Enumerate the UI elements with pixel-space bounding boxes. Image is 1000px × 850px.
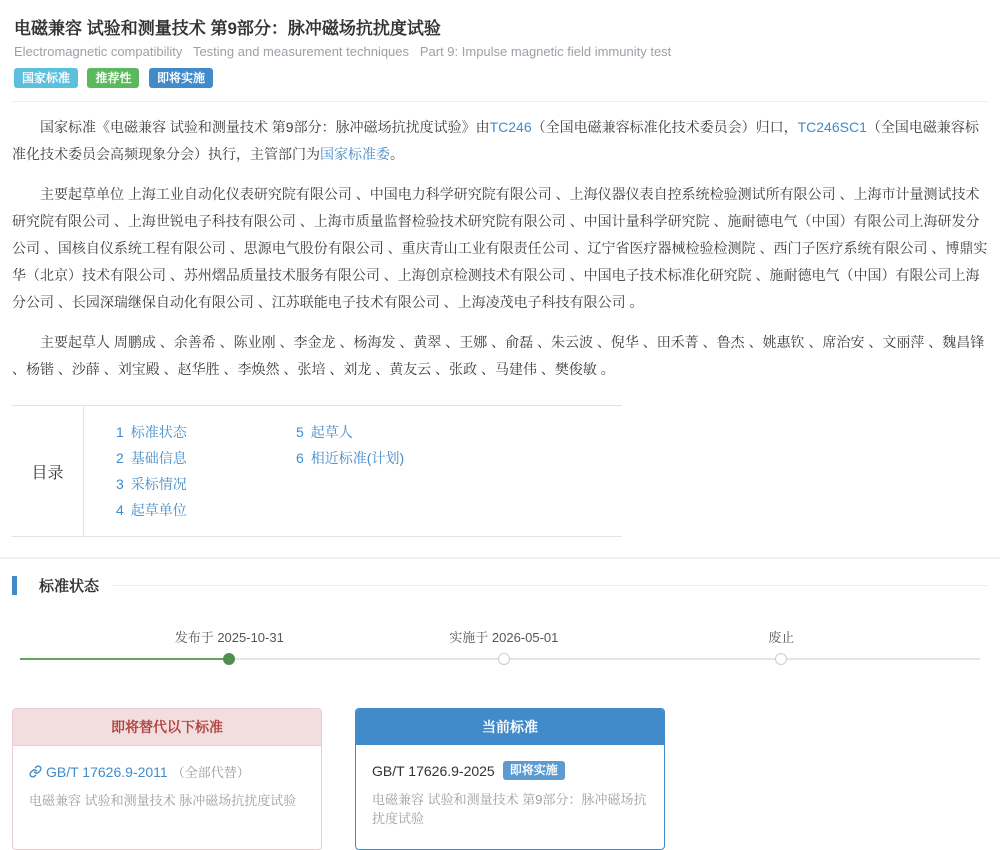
tc246sc1-link[interactable]: TC246SC1 [797, 119, 867, 135]
governance-paragraph [12, 114, 988, 168]
replaced-standard-code: GB/T 17626.9-2011 [46, 763, 168, 780]
tag-recommended: 推荐性 [87, 68, 139, 88]
drafters-paragraph [12, 329, 988, 383]
timeline-dot-implemented [498, 653, 510, 665]
current-card-body [356, 745, 664, 849]
section-rule [113, 585, 988, 586]
current-standard-description: 电磁兼容 试验和测量技术 第9部分：脉冲磁场抗扰度试验 [372, 792, 647, 826]
governance-text-4: 。 [390, 146, 404, 162]
link-icon [29, 765, 42, 778]
replaced-card-body [13, 746, 321, 831]
intro-section [12, 114, 988, 383]
governance-text-1: 国家标准《电磁兼容 试验和测量技术 第9部分：脉冲磁场抗扰度试验》由 [40, 119, 490, 135]
current-card-header: 当前标准 [356, 709, 664, 745]
toc-column-1 [116, 419, 296, 523]
replaced-standard-card [12, 708, 322, 850]
current-standard-card [355, 708, 665, 850]
toc-label: 目录 [12, 406, 84, 536]
toc-body [84, 406, 622, 536]
page-title: 电磁兼容 试验和测量技术 第9部分：脉冲磁场抗扰度试验 [14, 19, 441, 38]
tag-national-standard: 国家标准 [14, 68, 78, 88]
tag-row [14, 68, 986, 88]
standard-detail-page [0, 14, 1000, 850]
status-section-title: 标准状态 [39, 578, 100, 595]
toc-column-2 [296, 419, 404, 523]
toc-item-drafting-units[interactable]: 4 起草单位 [116, 502, 187, 518]
timeline-label-published: 发布于 2025-10-31 [174, 630, 284, 645]
toc-item-related-standards[interactable]: 6 相近标准(计划) [296, 450, 405, 466]
timeline-label-abolished: 废止 [768, 630, 795, 645]
drafters-text: 主要起草人 周鹏成 、余善希 、陈业刚 、李金龙 、杨海发 、黄翠 、王娜 、俞磊 、朱云波 、倪华 、田禾菁 、鲁杰 、姚惠钦 、席治安 、文丽萍 、魏昌锋 、杨锴 、沙薛 、刘宝殿 、赵华胜 、李焕然 、张培 、刘龙 、黄友云 、张政 、马建伟 、樊俊敏 。 [12, 334, 985, 377]
tag-upcoming-implementation: 即将实施 [149, 68, 213, 88]
section-accent-bar [12, 576, 17, 595]
timeline-progress-line [20, 658, 229, 660]
timeline-label-implemented: 实施于 2026-05-01 [449, 630, 559, 645]
replaced-standard-link[interactable] [29, 764, 168, 780]
replaced-card-header: 即将替代以下标准 [13, 709, 321, 746]
toc-item-drafters[interactable]: 5 起草人 [296, 424, 353, 440]
governance-text-3: （全国电磁兼容标准化技术委员会高频现象分会）执行，主管部门为 [12, 119, 979, 162]
drafting-units-paragraph [12, 181, 988, 316]
replace-note: （全部代替） [171, 765, 250, 780]
standard-cards [12, 708, 988, 850]
status-timeline [20, 614, 980, 684]
toc-item-adoption[interactable]: 3 采标情况 [116, 476, 187, 492]
replaced-standard-description: 电磁兼容 试验和测量技术 脉冲磁场抗扰度试验 [29, 793, 297, 808]
header-divider [12, 101, 988, 102]
timeline-dot-published [223, 653, 235, 665]
status-section-header [12, 575, 988, 596]
section-separator [0, 557, 1000, 559]
page-subtitle-en: Electromagnetic compatibility Testing and measurement techniques Part 9: Impulse magnetic field immunity test [14, 44, 672, 59]
timeline-dot-abolished [775, 653, 787, 665]
sac-dept-link[interactable]: 国家标准委 [320, 146, 390, 162]
drafting-units-text: 主要起草单位 上海工业自动化仪表研究院有限公司 、中国电力科学研究院有限公司 、上海仪器仪表自控系统检验测试所有限公司 、上海市计量测试技术研究院有限公司 、上海世锐电子科技有限公司 、上海市质量监督检验技术研究院有限公司 、中国计量科学研究院 、施耐德电气（中国）有限公司上海研发分公司 、国核自仪系统工程有限公司 、思源电气股份有限公司 、重庆青山工业有限责任公司 、辽宁省医疗器械检验检测院 、西门子医疗系统有限公司 、博鼎实华（北京）技术有限公司 、苏州熠品质量技术服务有限公司 、上海创京检测技术有限公司 、中国电子技术标准化研究院 、施耐德电气（中国）有限公司上海分公司 、长园深瑞继保自动化有限公司 、江苏联能电子技术有限公司 、上海凌茂电子科技有限公司 。 [12, 186, 988, 310]
table-of-contents [12, 405, 622, 537]
toc-item-basic-info[interactable]: 2 基础信息 [116, 450, 187, 466]
tc246-link[interactable]: TC246 [489, 119, 532, 135]
current-standard-code: GB/T 17626.9-2025 [372, 762, 495, 779]
governance-text-2: （全国电磁兼容标准化技术委员会）归口， [531, 119, 798, 135]
toc-item-standard-status[interactable]: 1 标准状态 [116, 424, 187, 440]
upcoming-badge: 即将实施 [503, 761, 565, 780]
